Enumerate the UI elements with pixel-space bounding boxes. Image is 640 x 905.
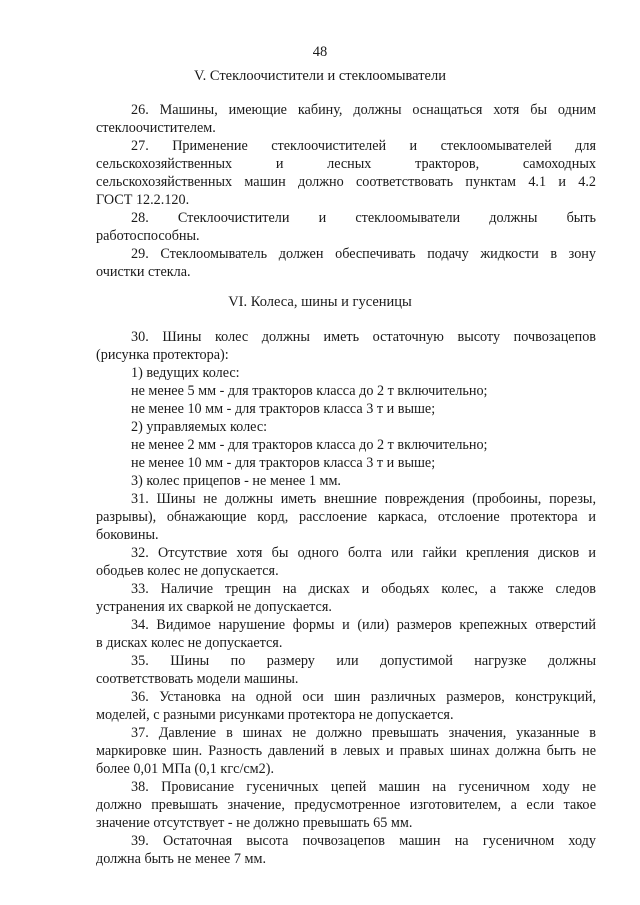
paragraph-line: 30. Шины колес должны иметь остаточную высоту почвозацепов bbox=[131, 329, 596, 345]
paragraph-line: 37. Давление в шинах не должно превышать значения, указанные в bbox=[131, 725, 596, 741]
section-heading-6: VI. Колеса, шины и гусеницы bbox=[228, 294, 412, 310]
paragraph-line: значение отсутствует - не должно превышать 65 мм. bbox=[96, 815, 413, 831]
paragraph-line: 39. Остаточная высота почвозацепов машин на гусеничном ходу bbox=[131, 833, 596, 849]
paragraph-line: устранения их сваркой не допускается. bbox=[96, 599, 332, 615]
paragraph-line: должно превышать значение, предусмотренное изготовителем, а если такое bbox=[96, 797, 596, 813]
paragraph-line: не менее 5 мм - для тракторов класса до 2 т включительно; bbox=[131, 383, 488, 399]
paragraph-line: 36. Установка на одной оси шин различных размеров, конструкций, bbox=[131, 689, 596, 705]
paragraph-line: должна быть не менее 7 мм. bbox=[96, 851, 267, 867]
paragraph-line: не менее 10 мм - для тракторов класса 3 т и выше; bbox=[131, 455, 436, 471]
paragraph-line: не менее 2 мм - для тракторов класса до 2 т включительно; bbox=[131, 437, 488, 453]
paragraph-line: 34. Видимое нарушение формы и (или) размеров крепежных отверстий bbox=[131, 617, 596, 633]
paragraph-line: 29. Стеклоомыватель должен обеспечивать подачу жидкости в зону bbox=[131, 246, 596, 262]
paragraph-line: 38. Провисание гусеничных цепей машин на гусеничном ходу не bbox=[131, 779, 596, 795]
paragraph-line: 2) управляемых колес: bbox=[131, 419, 268, 435]
paragraph-line: не менее 10 мм - для тракторов класса 3 т и выше; bbox=[131, 401, 436, 417]
paragraph-line: более 0,01 МПа (0,1 кгс/см2). bbox=[96, 761, 275, 777]
paragraph-line: 32. Отсутствие хотя бы одного болта или гайки крепления дисков и bbox=[131, 545, 596, 561]
paragraph-line: 27. Применение стеклоочистителей и стеклоомывателей для bbox=[131, 138, 596, 154]
paragraph-line: 33. Наличие трещин на дисках и ободьях колес, а также следов bbox=[131, 581, 596, 597]
paragraph-line: в дисках колес не допускается. bbox=[96, 635, 283, 651]
paragraph-line: (рисунка протектора): bbox=[96, 347, 229, 363]
paragraph-line: ГОСТ 12.2.120. bbox=[96, 192, 190, 208]
paragraph-line: разрывы), обнажающие корд, расслоение каркаса, отслоение протектора и bbox=[96, 509, 596, 525]
paragraph-line: 1) ведущих колес: bbox=[131, 365, 240, 381]
paragraph-line: сельскохозяйственных и лесных тракторов, самоходных bbox=[96, 156, 596, 172]
paragraph-line: моделей, с разными рисунками протектора не допускается. bbox=[96, 707, 454, 723]
paragraph-line: работоспособны. bbox=[96, 228, 200, 244]
paragraph-line: 26. Машины, имеющие кабину, должны оснащаться хотя бы одним bbox=[131, 102, 596, 118]
paragraph-line: боковины. bbox=[96, 527, 159, 543]
paragraph-line: 35. Шины по размеру или допустимой нагрузке должны bbox=[131, 653, 596, 669]
paragraph-line: 3) колес прицепов - не менее 1 мм. bbox=[131, 473, 341, 489]
section-heading-5: V. Стеклоочистители и стеклоомыватели bbox=[194, 68, 446, 84]
paragraph-line: маркировке шин. Разность давлений в левых и правых шинах должна быть не bbox=[96, 743, 596, 759]
paragraph-line: сельскохозяйственных машин должно соответствовать пунктам 4.1 и 4.2 bbox=[96, 174, 596, 190]
paragraph-line: 31. Шины не должны иметь внешние повреждения (пробоины, порезы, bbox=[131, 491, 596, 507]
paragraph-line: стеклоочистителем. bbox=[96, 120, 216, 136]
page-number: 48 bbox=[312, 44, 328, 60]
paragraph-line: 28. Стеклоочистители и стеклоомыватели должны быть bbox=[131, 210, 596, 226]
paragraph-line: ободьев колес не допускается. bbox=[96, 563, 279, 579]
paragraph-line: соответствовать модели машины. bbox=[96, 671, 299, 687]
paragraph-line: очистки стекла. bbox=[96, 264, 191, 280]
